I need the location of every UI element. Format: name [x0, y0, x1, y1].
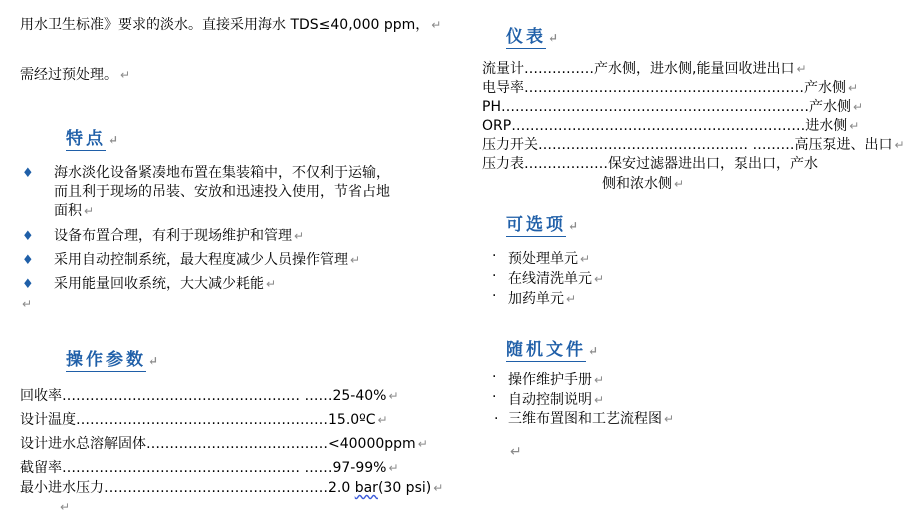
intro-line-1	[20, 14, 441, 34]
instrument-row	[482, 98, 863, 116]
param-value: 97-99%	[332, 460, 387, 476]
paragraph-mark-icon: ↵	[664, 412, 675, 426]
feature-item-cont-text: 面积	[54, 203, 82, 219]
paragraph-mark-icon: ↵	[148, 354, 162, 368]
instrument-value: 侧和浓水侧	[602, 176, 672, 192]
intro-line-2-text: 需经过预处理。	[20, 67, 118, 83]
optional-heading	[506, 210, 581, 235]
feature-item	[54, 227, 304, 246]
param-value: 25-40%	[332, 388, 387, 404]
leader-dots: ……………………………………………………	[524, 80, 804, 96]
instrument-row	[482, 136, 905, 154]
paragraph-mark-icon: ↵	[388, 389, 399, 403]
paragraph-mark-icon: ↵	[548, 31, 562, 45]
doc-item-text: 自动控制说明	[508, 392, 592, 408]
params-heading	[66, 345, 161, 370]
diamond-bullet-icon: ♦	[22, 253, 34, 268]
leader-dots: …………………………………	[146, 436, 328, 452]
paragraph-mark-icon: ↵	[22, 297, 33, 311]
param-label: 回收率	[20, 388, 62, 404]
leader-dots: …………………………………………………………	[500, 99, 809, 115]
leader-dots: ……………………………………… ………	[538, 137, 795, 153]
bullet-dot-icon: ·	[492, 268, 497, 284]
instrument-value: 产水侧，进水侧,能量回收进出口	[594, 61, 795, 77]
optional-item-text: 在线清洗单元	[508, 271, 592, 287]
param-row	[20, 435, 428, 453]
instrument-value: 产水侧	[808, 99, 851, 115]
paragraph-mark-icon: ↵	[849, 119, 860, 133]
paragraph-mark-icon: ↵	[417, 437, 428, 451]
intro-line-1-text: 用水卫生标准》要求的淡水。直接采用海水 TDS≤40,000 ppm，	[20, 17, 430, 33]
instrument-label: PH	[482, 99, 501, 115]
docs-heading	[506, 335, 601, 360]
instrument-row	[482, 79, 858, 97]
diamond-bullet-icon: ♦	[22, 166, 34, 181]
optional-item	[508, 250, 590, 268]
paragraph-mark-icon: ↵	[388, 461, 399, 475]
paragraph-mark-icon: ↵	[894, 138, 905, 152]
paragraph-mark-icon: ↵	[852, 100, 864, 114]
leader-dots: ………………	[524, 156, 608, 172]
feature-item	[54, 251, 360, 270]
instrument-label: 电导率	[482, 80, 524, 96]
paragraph-mark-icon: ↵	[848, 81, 859, 95]
paragraph-mark-icon: ↵	[431, 18, 442, 32]
paragraph-mark-icon: ↵	[796, 62, 807, 76]
params-heading-text: 操作参数	[66, 350, 146, 370]
param-label: 设计温度	[20, 412, 76, 428]
intro-line-2	[20, 64, 130, 84]
paragraph-mark-icon: ↵	[674, 177, 685, 191]
instrument-row	[482, 60, 807, 78]
param-value-unit: bar	[354, 480, 378, 496]
paragraph-mark-icon: ↵	[120, 68, 131, 82]
instrument-row-cont	[602, 175, 684, 193]
instrument-value: 高压泵进、出口	[794, 137, 893, 153]
optional-item	[508, 290, 576, 308]
instrument-label: 压力开关	[482, 137, 538, 153]
optional-item-text: 加药单元	[508, 291, 564, 307]
paragraph-mark-icon: ↵	[580, 252, 591, 266]
paragraph-mark-icon: ↵	[377, 413, 388, 427]
doc-item-text: 三维布置图和工艺流程图	[508, 411, 662, 427]
instrument-value: 产水侧	[804, 80, 846, 96]
diamond-bullet-icon: ♦	[22, 277, 34, 292]
paragraph-mark-icon: ↵	[350, 253, 361, 267]
doc-item-text: 操作维护手册	[508, 372, 592, 388]
paragraph-mark-icon: ↵	[294, 229, 305, 243]
features-heading	[66, 124, 121, 149]
optional-item	[508, 270, 604, 288]
docs-heading-text: 随机文件	[506, 340, 586, 360]
param-value: 2.0	[328, 480, 355, 496]
doc-item	[508, 391, 604, 409]
paragraph-mark-icon: ↵	[568, 219, 582, 233]
instrument-label: 流量计	[482, 61, 524, 77]
instrument-row	[482, 117, 859, 135]
doc-item	[508, 371, 604, 389]
paragraph-mark-icon: ↵	[60, 500, 71, 514]
feature-item-cont	[54, 202, 94, 221]
param-label: 最小进水压力	[20, 480, 104, 496]
leader-dots: …………………………………………	[104, 480, 328, 496]
instrument-row	[482, 155, 818, 173]
param-label: 截留率	[20, 460, 62, 476]
paragraph-mark-icon: ↵	[433, 481, 444, 495]
param-value: <40000ppm	[328, 436, 416, 452]
features-heading-text: 特点	[66, 129, 106, 149]
param-row	[20, 479, 443, 497]
feature-item	[54, 275, 276, 294]
instrument-label: ORP	[482, 118, 512, 134]
feature-item-cont: 而且利于现场的吊装、安放和迅速投入使用，节省占地	[54, 184, 390, 200]
leader-dots: ………………………………………………………	[511, 118, 806, 134]
paragraph-mark-icon: ↵	[510, 444, 522, 460]
bullet-dot-icon: ·	[492, 288, 497, 304]
bullet-dot-icon: ·	[494, 411, 499, 427]
leader-dots: ………………………………………………	[76, 412, 328, 428]
param-row	[20, 459, 399, 477]
param-row	[20, 387, 399, 405]
param-label: 设计进水总溶解固体	[20, 436, 146, 452]
feature-item-text: 设备布置合理，有利于现场维护和管理	[54, 228, 292, 244]
instrument-value: 进水侧	[805, 118, 848, 134]
param-value: 15.0ºC	[328, 412, 376, 428]
bullet-dot-icon: ·	[492, 369, 497, 385]
leader-dots: …………………………………………… ……	[62, 460, 333, 476]
diamond-bullet-icon: ♦	[22, 229, 34, 244]
feature-item: 海水淡化设备紧凑地布置在集装箱中，不仅利于运输，	[54, 165, 390, 181]
instruments-heading-text: 仪表	[506, 27, 546, 47]
leader-dots: …………………………………………… ……	[62, 388, 333, 404]
param-row	[20, 411, 388, 429]
leader-dots: ……………	[524, 61, 594, 77]
feature-item-text: 采用能量回收系统，大大减少耗能	[54, 276, 264, 292]
doc-item	[508, 410, 674, 428]
optional-item-text: 预处理单元	[508, 251, 578, 267]
param-value-alt: (30 psi)	[377, 480, 432, 496]
instrument-label: 压力表	[482, 156, 524, 172]
bullet-dot-icon: ·	[492, 248, 497, 264]
paragraph-mark-icon: ↵	[84, 204, 95, 218]
paragraph-mark-icon: ↵	[594, 272, 605, 286]
instrument-value: 保安过滤器进出口，泵出口，产水	[608, 156, 818, 172]
paragraph-mark-icon: ↵	[108, 133, 122, 147]
bullet-dot-icon: ·	[492, 389, 497, 405]
instruments-heading	[506, 22, 561, 47]
paragraph-mark-icon: ↵	[588, 344, 602, 358]
paragraph-mark-icon: ↵	[266, 277, 277, 291]
paragraph-mark-icon: ↵	[594, 373, 605, 387]
paragraph-mark-icon: ↵	[594, 393, 605, 407]
feature-item-text: 采用自动控制系统，最大程度减少人员操作管理	[54, 252, 348, 268]
paragraph-mark-icon: ↵	[566, 292, 577, 306]
optional-heading-text: 可选项	[506, 215, 566, 235]
